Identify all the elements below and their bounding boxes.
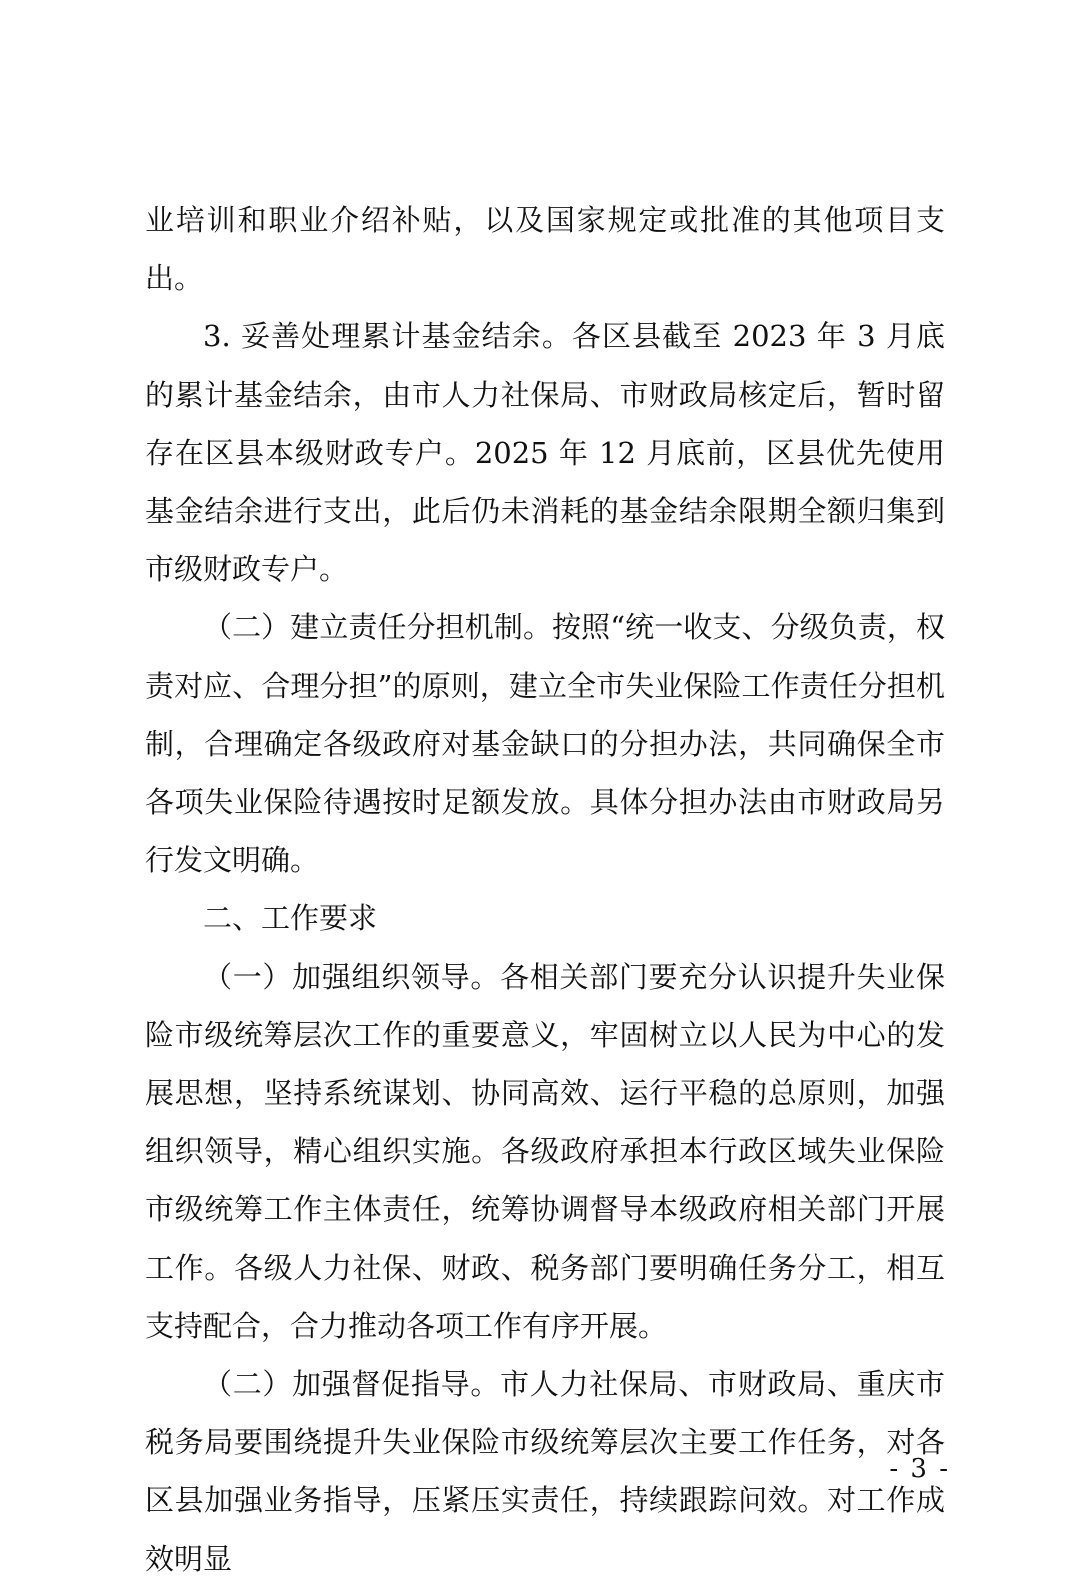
document-body — [145, 191, 945, 1588]
paragraph-responsibility-mechanism: （二）建立责任分担机制。按照“统一收支、分级负责，权责对应、合理分担”的原则，建立全市失业保险工作责任分担机制，合理确定各级政府对基金缺口的分担办法，共同确保全市各项失业保险待遇按时足额发放。具体分担办法由市财政局另行发文明确。 — [145, 610, 945, 878]
section-heading-work-requirements: 二、工作要求 — [203, 901, 378, 936]
paragraph-fund-balance: 3. 妥善处理累计基金结余。各区县截至 2023 年 3 月底的累计基金结余，由市人力社保局、市财政局核定后，暂时留存在区县本级财政专户。2025 年 12 月底前，区县优先使用基金结余进行支出，此后仍未消耗的基金结余限期全额归集到市级财政专户。 — [145, 319, 945, 587]
page-number: - 3 - — [889, 1454, 950, 1484]
paragraph-continuation: 业培训和职业介绍补贴，以及国家规定或批准的其他项目支出。 — [145, 203, 945, 296]
paragraph-supervision-guidance: （二）加强督促指导。市人力社保局、市财政局、重庆市税务局要围绕提升失业保险市级统筹层次主要工作任务，对各区县加强业务指导，压紧压实责任，持续跟踪问效。对工作成效明显 — [145, 1367, 945, 1576]
paragraph-organization-leadership: （一）加强组织领导。各相关部门要充分认识提升失业保险市级统筹层次工作的重要意义，牢固树立以人民为中心的发展思想，坚持系统谋划、协同高效、运行平稳的总原则，加强组织领导，精心组织实施。各级政府承担本行政区域失业保险市级统筹工作主体责任，统筹协调督导本级政府相关部门开展工作。各级人力社保、财政、税务部门要明确任务分工，相互支持配合，合力推动各项工作有序开展。 — [145, 959, 945, 1343]
